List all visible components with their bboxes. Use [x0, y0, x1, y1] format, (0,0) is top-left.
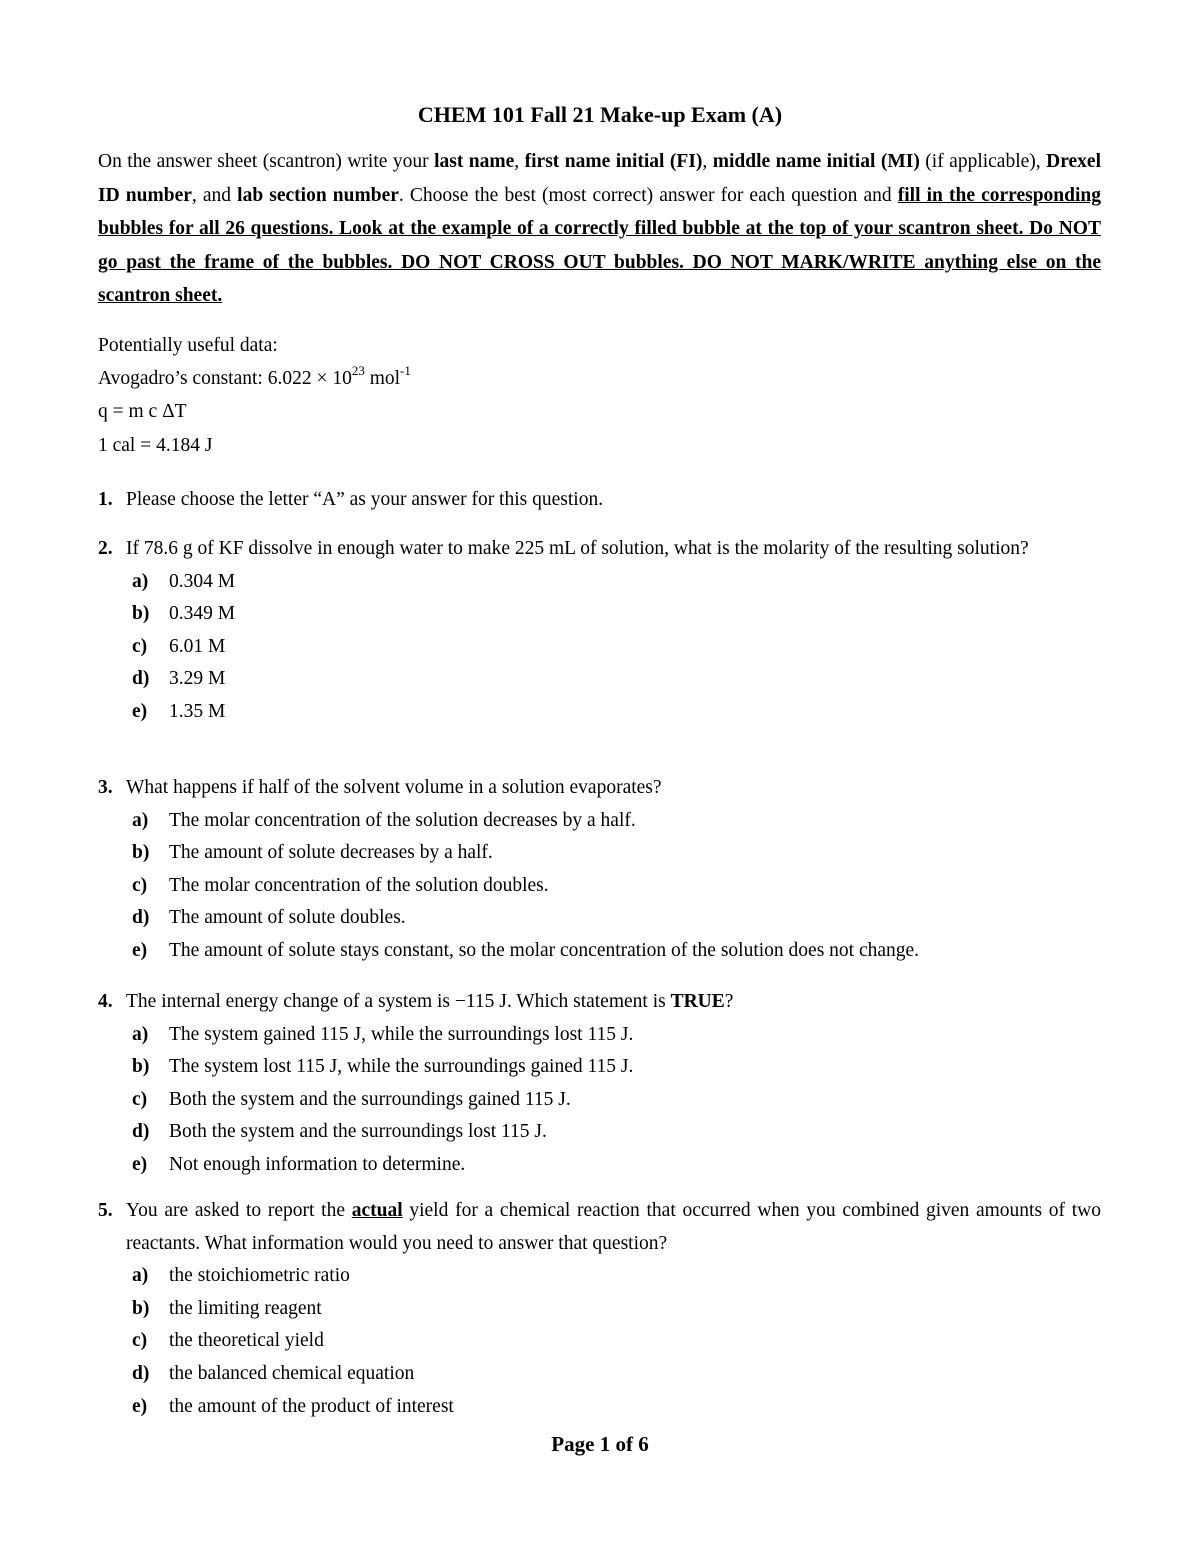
question-3	[98, 772, 1101, 968]
calorie-conversion: 1 cal = 4.184 J	[98, 434, 213, 456]
question-number: 4.	[98, 991, 113, 1012]
question-text	[126, 1195, 1101, 1260]
option-text: 0.304 M	[169, 570, 236, 592]
option-c	[132, 631, 1101, 664]
option-letter: e)	[132, 939, 148, 961]
option-b	[132, 837, 1101, 870]
instr-text: ,	[514, 151, 525, 172]
option-c	[132, 870, 1101, 903]
instructions-paragraph	[98, 145, 1101, 313]
avogadro-value: Avogadro’s constant: 6.022 × 10	[98, 368, 352, 390]
option-letter: a)	[132, 1023, 149, 1045]
question-number: 1.	[98, 489, 113, 510]
question-number: 5.	[98, 1200, 113, 1221]
heat-equation: q = m c ΔT	[98, 401, 187, 423]
option-list	[132, 566, 1101, 729]
option-text: The molar concentration of the solution decreases by a half.	[169, 809, 636, 831]
option-text: 6.01 M	[169, 635, 226, 657]
option-letter: d)	[132, 907, 150, 929]
option-text: 1.35 M	[169, 700, 226, 722]
instr-bold-drexel-id: Drexel ID number	[98, 151, 1101, 206]
question-text-emphasis: actual	[351, 1200, 403, 1221]
option-text: the limiting reagent	[169, 1297, 322, 1319]
question-2	[98, 533, 1101, 729]
option-list	[132, 1019, 1101, 1182]
option-list	[132, 805, 1101, 968]
option-letter: c)	[132, 635, 148, 657]
option-e	[132, 1149, 1101, 1182]
option-a	[132, 566, 1101, 599]
option-text: The system gained 115 J, while the surroundings lost 115 J.	[169, 1023, 634, 1045]
option-letter: a)	[132, 809, 149, 831]
option-a	[132, 1260, 1101, 1293]
option-letter: b)	[132, 603, 150, 625]
instr-bold-lab-section: lab section number	[237, 184, 399, 206]
option-list	[132, 1260, 1101, 1423]
instr-text: On the answer sheet (scantron) write your	[98, 151, 435, 172]
option-text: The amount of solute decreases by a half.	[169, 842, 493, 864]
avogadro-unit: mol	[364, 368, 401, 390]
question-text-emphasis: TRUE	[670, 991, 725, 1012]
option-letter: c)	[132, 874, 148, 896]
option-letter: b)	[132, 842, 150, 864]
option-text: Not enough information to determine.	[169, 1153, 466, 1175]
option-text: Both the system and the surroundings lost 115 J.	[169, 1121, 547, 1143]
option-d	[132, 902, 1101, 935]
question-text-part: You are asked to report the	[126, 1200, 352, 1221]
question-text-part: The internal energy change of a system is −115 J. Which statement is	[126, 991, 671, 1012]
option-e	[132, 1391, 1101, 1424]
question-4	[98, 986, 1101, 1182]
useful-data-heading: Potentially useful data:	[98, 335, 278, 356]
option-text: The amount of solute doubles.	[169, 907, 406, 929]
avogadro-constant	[98, 362, 998, 395]
option-letter: c)	[132, 1330, 148, 1352]
instr-bold-last-name: last name	[434, 151, 515, 172]
option-text: 0.349 M	[169, 603, 236, 625]
instr-text: (if applicable),	[919, 151, 1047, 172]
option-letter: e)	[132, 700, 148, 722]
option-e	[132, 935, 1101, 968]
page-number: Page 1 of 6	[551, 1432, 649, 1456]
option-e	[132, 696, 1101, 729]
option-text: 3.29 M	[169, 668, 226, 690]
option-text: the amount of the product of interest	[169, 1395, 454, 1417]
instr-text: ,	[702, 151, 713, 172]
option-d	[132, 1358, 1101, 1391]
avogadro-exponent: 23	[351, 362, 365, 378]
option-letter: a)	[132, 1265, 149, 1287]
option-b	[132, 1051, 1101, 1084]
question-text-part: yield for a chemical reaction that occurred when you combined given amounts of two reactants. What information would you need to answer that question?	[126, 1200, 1101, 1254]
option-letter: e)	[132, 1395, 148, 1417]
option-a	[132, 1019, 1101, 1052]
useful-data	[98, 329, 998, 462]
option-text: Both the system and the surroundings gained 115 J.	[169, 1088, 571, 1110]
option-text: The amount of solute stays constant, so the molar concentration of the solution does not change.	[169, 939, 920, 961]
option-text: The system lost 115 J, while the surroundings gained 115 J.	[169, 1056, 634, 1078]
option-c	[132, 1084, 1101, 1117]
option-text: The molar concentration of the solution doubles.	[169, 874, 549, 896]
option-b	[132, 598, 1101, 631]
instr-bold-middle-initial: middle name initial (MI)	[712, 151, 920, 172]
option-letter: d)	[132, 1362, 150, 1384]
question-number: 2.	[98, 538, 113, 559]
question-text: If 78.6 g of KF dissolve in enough water to make 225 mL of solution, what is the molarity of the resulting solution?	[126, 538, 1029, 559]
question-1	[98, 484, 1101, 517]
option-letter: d)	[132, 1121, 150, 1143]
instr-text: . Choose the best (most correct) answer for each question and	[398, 184, 898, 206]
instr-text: , and	[191, 184, 238, 206]
question-5	[98, 1195, 1101, 1423]
option-letter: b)	[132, 1297, 150, 1319]
option-letter: e)	[132, 1153, 148, 1175]
question-text: What happens if half of the solvent volume in a solution evaporates?	[126, 777, 662, 798]
option-letter: a)	[132, 570, 149, 592]
option-c	[132, 1325, 1101, 1358]
option-letter: b)	[132, 1056, 150, 1078]
option-letter: d)	[132, 668, 150, 690]
exam-title: CHEM 101 Fall 21 Make-up Exam (A)	[417, 102, 783, 127]
option-d	[132, 663, 1101, 696]
question-text: Please choose the letter “A” as your answer for this question.	[126, 489, 604, 510]
instr-underlined-rules: fill in the corresponding bubbles for all 26 questions. Look at the example of a correctly filled bubble at the top of your scantron sheet. Do NOT go past the frame of the bubbles. DO NOT CROSS OUT bubbles. DO NOT MARK/WRITE anything else on the scantron sheet.	[98, 184, 1101, 306]
option-text: the stoichiometric ratio	[169, 1265, 350, 1287]
option-d	[132, 1116, 1101, 1149]
option-text: the balanced chemical equation	[169, 1362, 415, 1384]
question-text-part: ?	[724, 991, 734, 1012]
avogadro-unit-exponent: -1	[400, 362, 411, 378]
question-text	[126, 986, 1101, 1019]
instr-bold-first-initial: first name initial (FI)	[524, 151, 703, 172]
option-text: the theoretical yield	[169, 1330, 324, 1352]
option-b	[132, 1293, 1101, 1326]
option-letter: c)	[132, 1088, 148, 1110]
question-number: 3.	[98, 777, 113, 798]
option-a	[132, 805, 1101, 838]
